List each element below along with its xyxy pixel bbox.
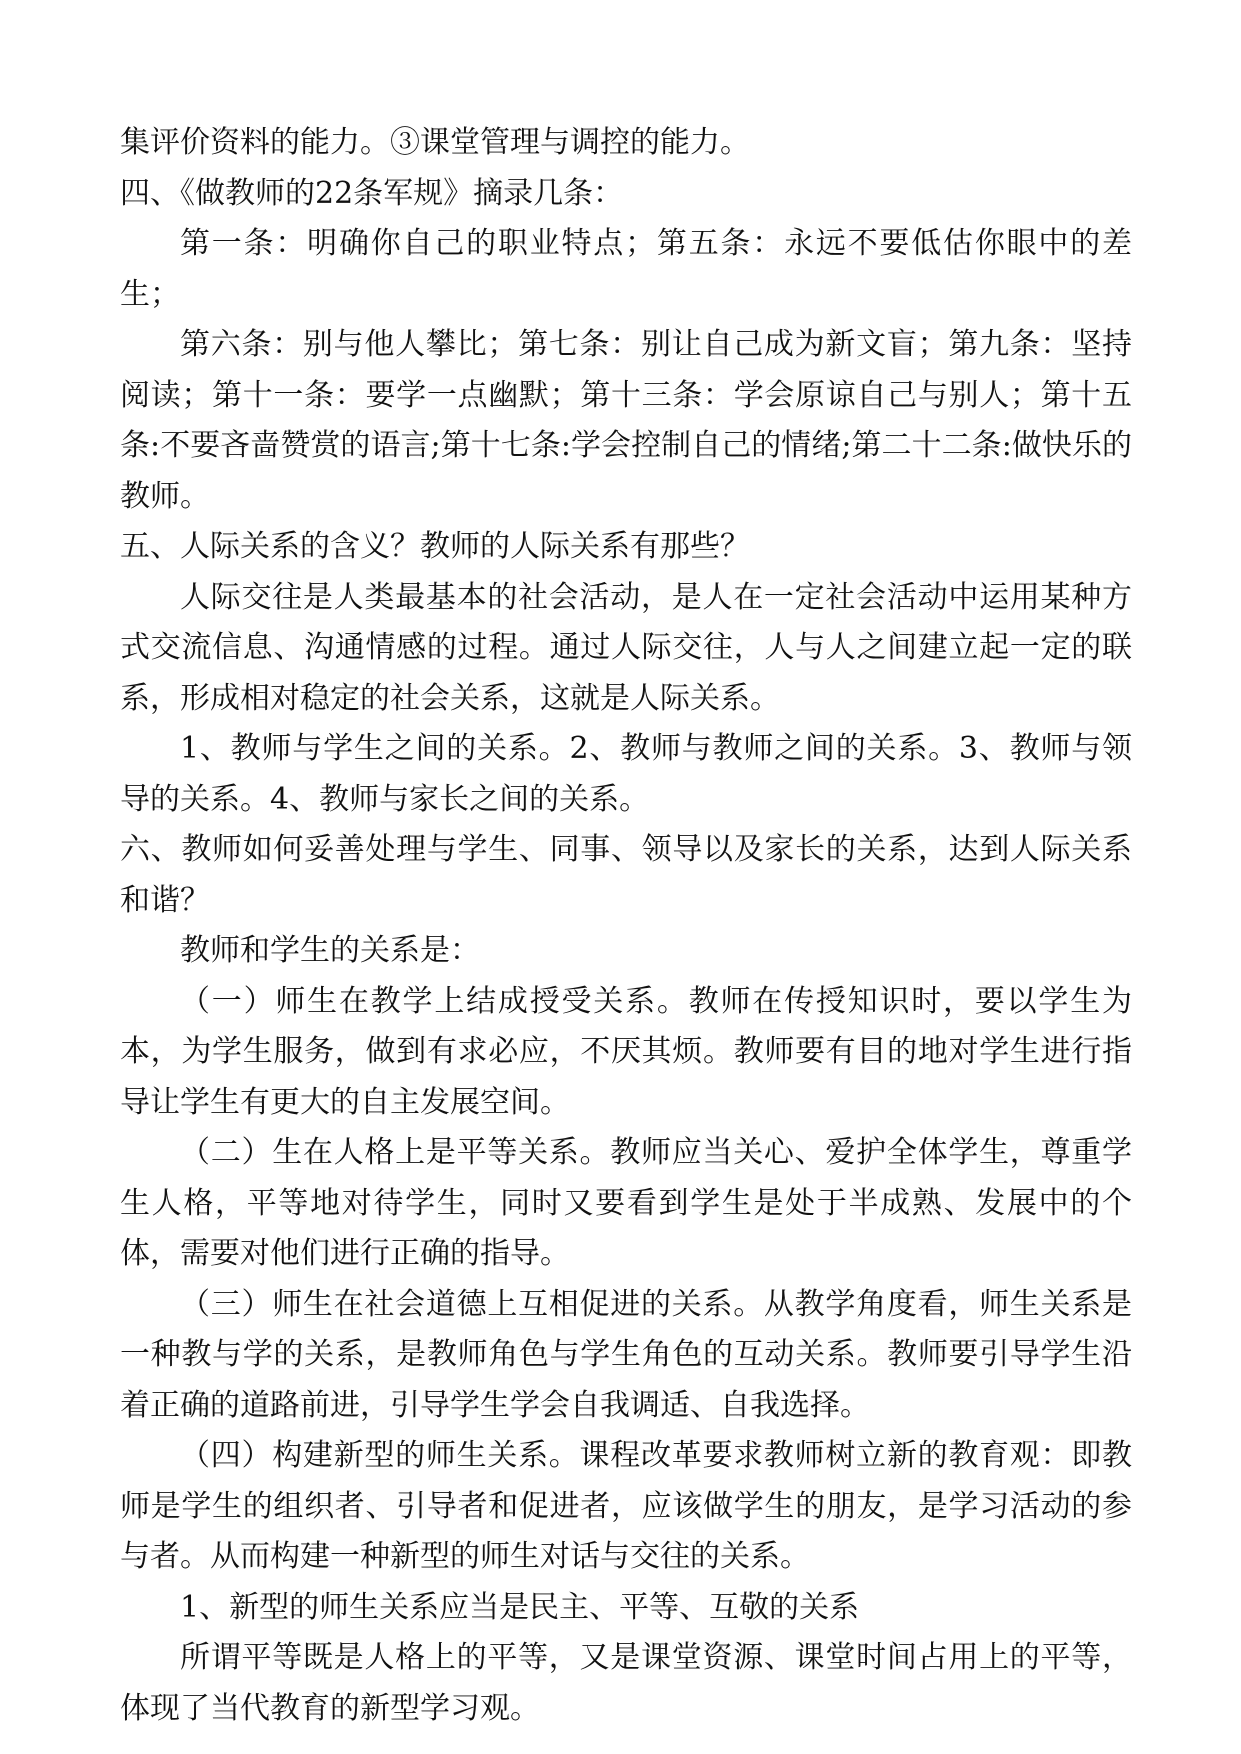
- paragraph-teacher-student-intro: 教师和学生的关系是：: [180, 933, 480, 968]
- paragraph-rules-1-5: 第一条：明确你自己的职业特点；第五条：永远不要低估你眼中的差生；: [120, 226, 1132, 312]
- paragraph-equality: 所谓平等既是人格上的平等，又是课堂资源、课堂时间占用上的平等，体现了当代教育的新型学习观。: [120, 1640, 1132, 1726]
- paragraph-point-3: （三）师生在社会道德上互相促进的关系。从教学角度看，师生关系是一种教与学的关系，是教师角色与学生角色的互动关系。教师要引导学生沿着正确的道路前进，引导学生学会自我调适、自我选择。: [120, 1286, 1132, 1423]
- section-heading-interpersonal: 五、人际关系的含义？教师的人际关系有那些？: [120, 529, 750, 564]
- paragraph-point-2: （二）生在人格上是平等关系。教师应当关心、爱护全体学生，尊重学生人格，平等地对待学生，同时又要看到学生是处于半成熟、发展中的个体，需要对他们进行正确的指导。: [120, 1135, 1132, 1271]
- paragraph-new-relationship: 1、新型的师生关系应当是民主、平等、互敬的关系: [180, 1589, 860, 1625]
- paragraph-relationship-types: 1、教师与学生之间的关系。2、教师与教师之间的关系。3、教师与领导的关系。4、教师与家长之间的关系。: [120, 731, 1132, 817]
- paragraph-point-1: （一）师生在教学上结成授受关系。教师在传授知识时，要以学生为本，为学生服务，做到有求必应，不厌其烦。教师要有目的地对学生进行指导让学生有更大的自主发展空间。: [120, 983, 1132, 1120]
- section-heading-22-rules: 四、《做教师的22条军规》摘录几条：: [120, 175, 624, 211]
- paragraph-rules-6-22: 第六条：别与他人攀比；第七条：别让自己成为新文盲；第九条：坚持阅读；第十一条：要学一点幽默；第十三条：学会原谅自己与别人；第十五条:不要吝啬赞赏的语言;第十七条:学会控制自己的情绪;第二十二条:做快乐的教师。: [120, 327, 1132, 514]
- section-heading-harmony: 六、教师如何妥善处理与学生、同事、领导以及家长的关系，达到人际关系和谐？: [120, 832, 1132, 918]
- paragraph-point-4: （四）构建新型的师生关系。课程改革要求教师树立新的教育观：即教师是学生的组织者、引导者和促进者，应该做学生的朋友，是学习活动的参与者。从而构建一种新型的师生对话与交往的关系。: [120, 1438, 1132, 1574]
- paragraph-interpersonal-definition: 人际交往是人类最基本的社会活动，是人在一定社会活动中运用某种方式交流信息、沟通情感的过程。通过人际交往，人与人之间建立起一定的联系，形成相对稳定的社会关系，这就是人际关系。: [120, 579, 1132, 716]
- paragraph-evaluation-ability: 集评价资料的能力。③课堂管理与调控的能力。: [120, 125, 750, 160]
- document-page: [120, 118, 1132, 1734]
